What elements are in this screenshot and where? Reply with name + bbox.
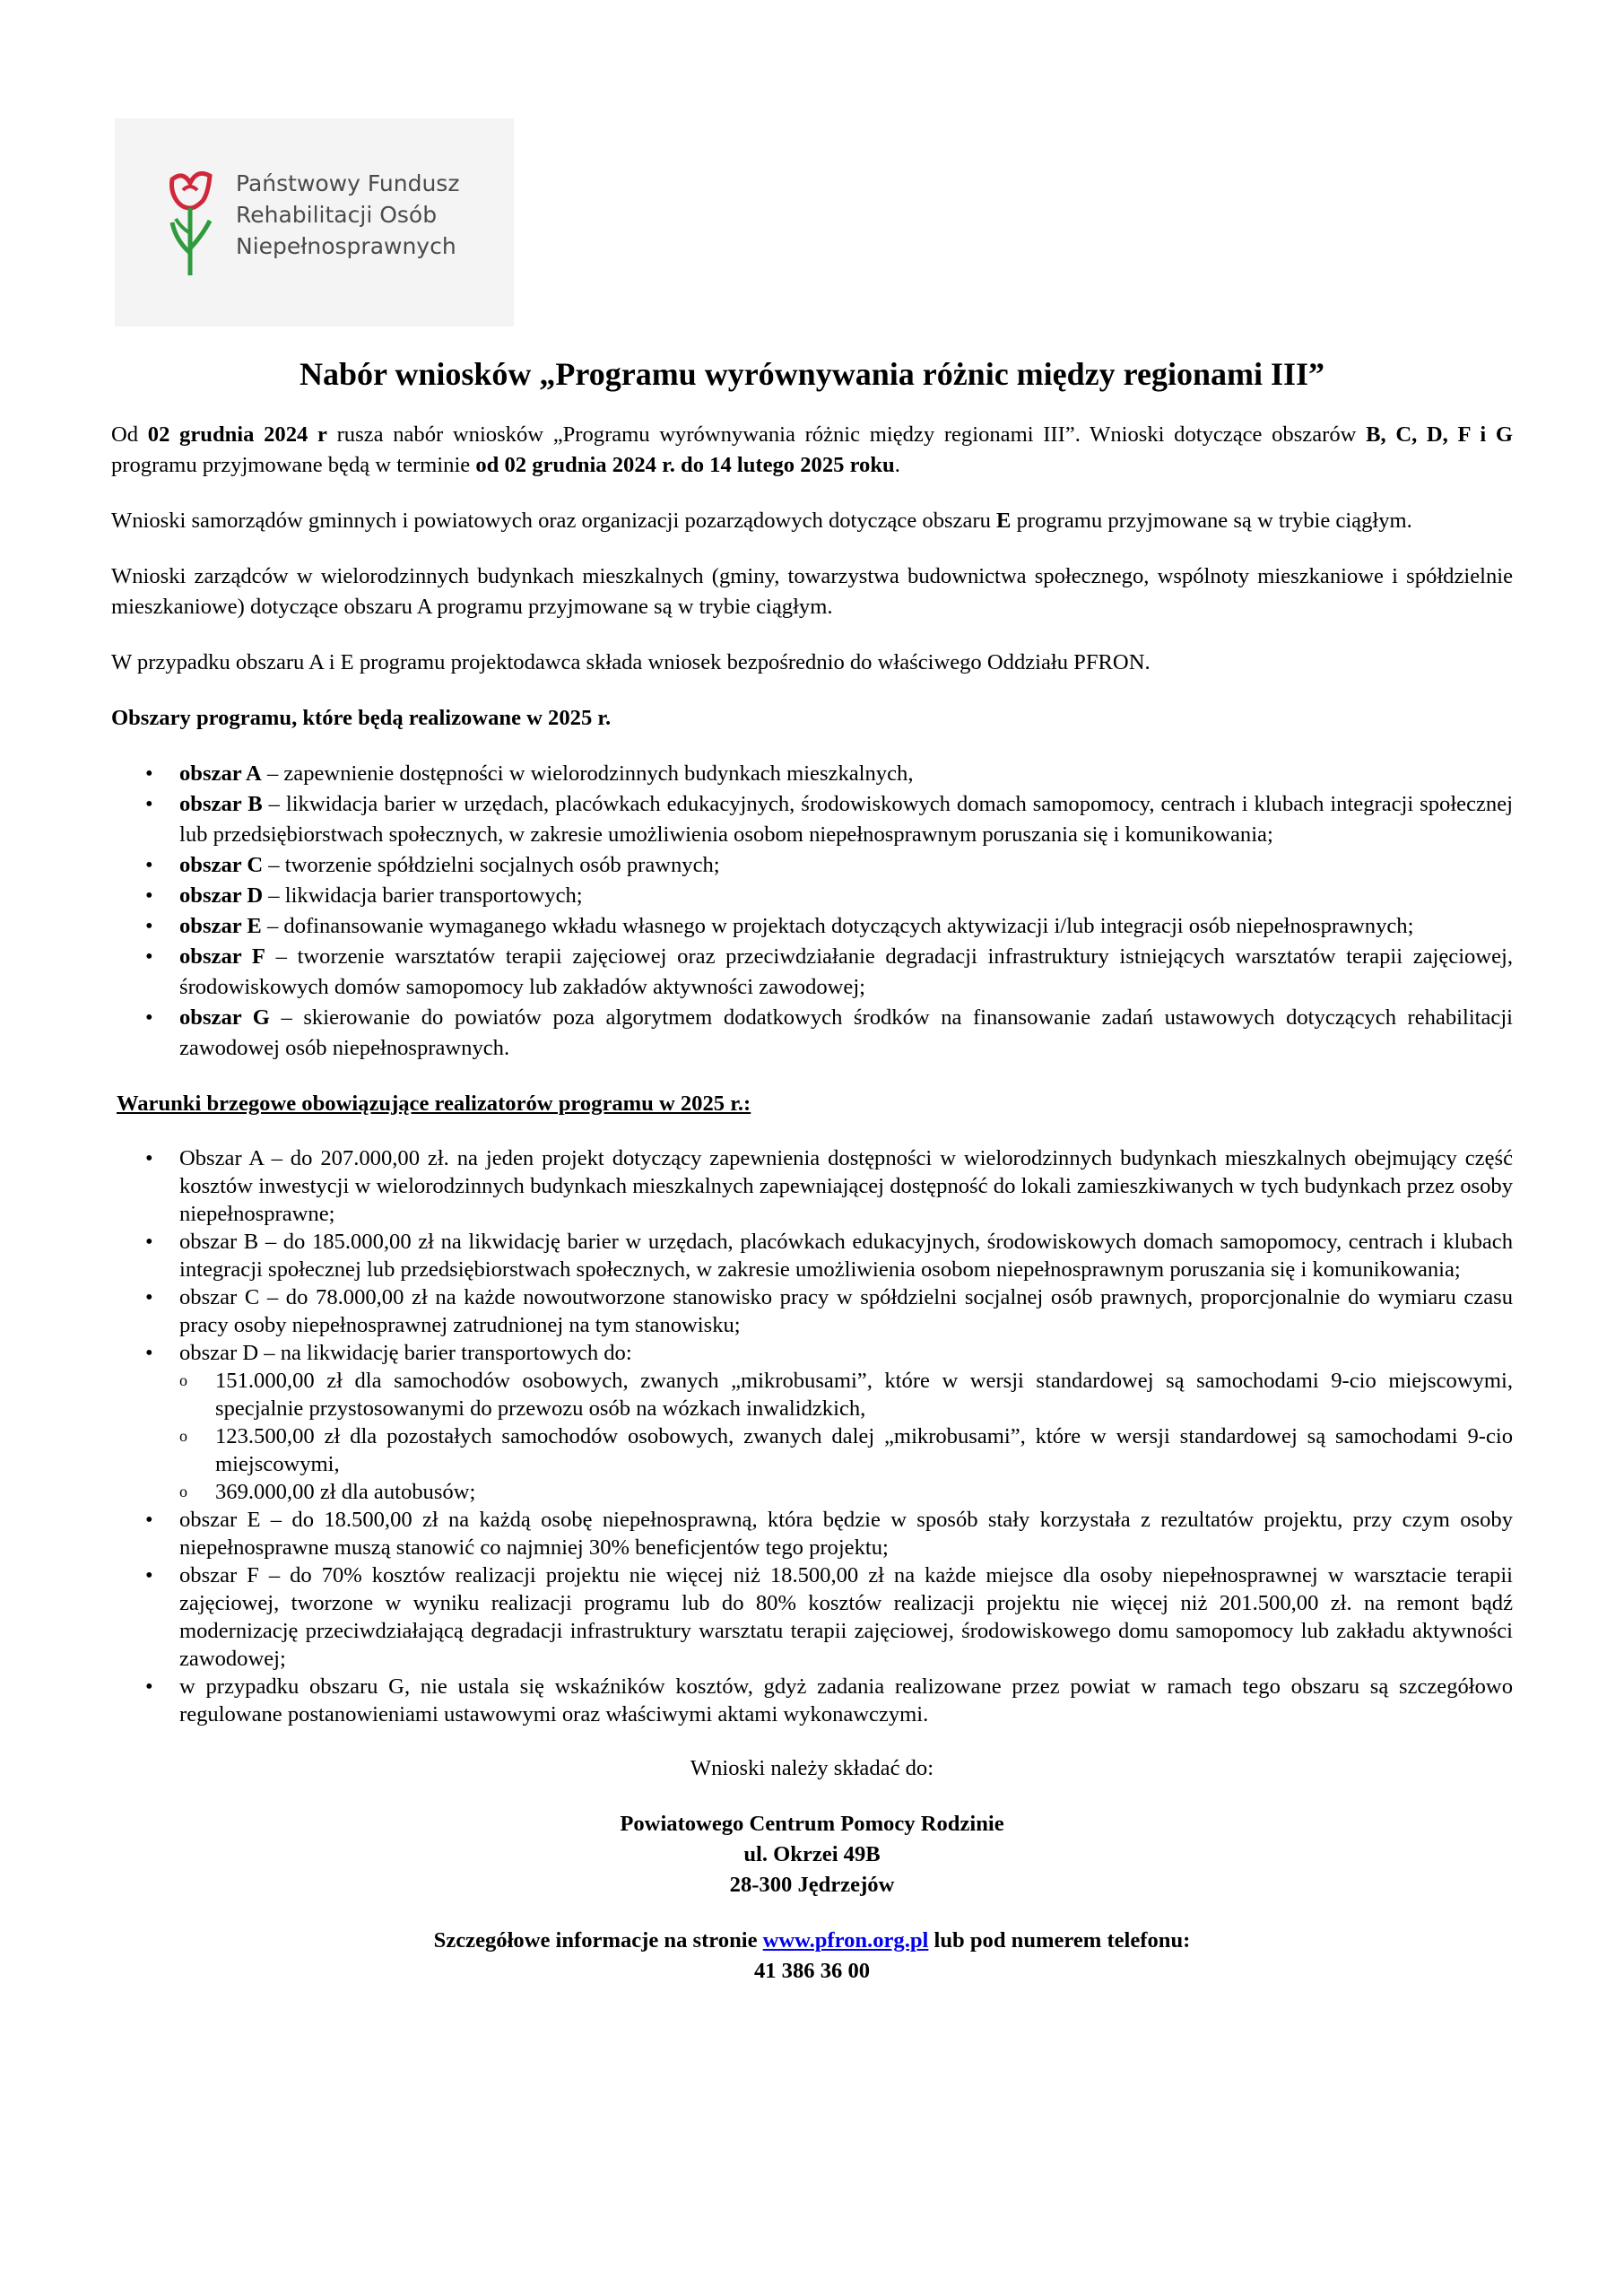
area-a-paragraph: Wnioski zarządców w wielorodzinnych budynkach mieszkalnych (gminy, towarzystwa budownictwa społecznego, wspólnoty mieszkaniowe i spółdzielnie mieszkaniowe) dotyczące obszaru A programu przyjmowane są w trybie ciągłym. xyxy=(111,564,1513,619)
pfron-website-link[interactable]: www.pfron.org.pl xyxy=(762,1928,929,1952)
tulip-logo-icon xyxy=(163,163,226,280)
address-line-3: 28-300 Jędrzejów xyxy=(729,1873,895,1897)
circle-bullet-icon: o xyxy=(179,1371,187,1389)
bullet-icon: • xyxy=(145,914,153,938)
list-item: • obszar F – do 70% kosztów realizacji projektu nie więcej niż 18.500,00 zł na każde miejsce dla osoby niepełnosprawnej w warsztacie terapii zajęciowej, tworzone w wyniku realizacji programu lub do 80% kosztów realizacji projektu nie więcej niż 201.500,00 zł. na remont bądź modernizację przeciwdziałającą degradacji infrastruktury warsztatu terapii zajęciowej, środowiskowego domu samopomocy lub zakładu aktywności zawodowej; xyxy=(145,1563,1513,1671)
address-line-2: ul. Okrzei 49B xyxy=(743,1842,881,1866)
phone-number: 41 386 36 00 xyxy=(753,1959,871,1983)
logo-text xyxy=(236,168,459,262)
submit-to-text: Wnioski należy składać do: xyxy=(690,1756,934,1780)
list-item: • obszar F – tworzenie warsztatów terapii zajęciowej oraz przeciwdziałanie degradacji infrastruktury istniejących warsztatów terapii zajęciowej, środowiskowych domów samopomocy lub zakładów aktywności zawodowej; xyxy=(111,942,1513,1003)
bullet-icon: • xyxy=(145,1285,153,1309)
bullet-icon: • xyxy=(145,1563,153,1587)
list-item: • obszar E – do 18.500,00 zł na każdą osobę niepełnosprawną, która będzie w sposób stały korzystała z rezultatów projektu, przy czym osoby niepełnosprawne muszą stanowić co najmniej 30% beneficjentów tego projektu; xyxy=(145,1508,1513,1560)
address-line-1: Powiatowego Centrum Pomocy Rodzinie xyxy=(620,1812,1004,1836)
list-item: • obszar C – do 78.000,00 zł na każde nowoutworzone stanowisko pracy w spółdzielni socjalnej osób prawnych, proporcjonalnie do wymiaru czasu pracy osoby niepełnosprawnej zatrudnionej na tym stanowisku; xyxy=(145,1285,1513,1337)
intro-paragraph: Od 02 grudnia 2024 r rusza nabór wniosków „Programu wyrównywania różnic między regionami III”. Wnioski dotyczące obszarów B, C, D, F i G programu przyjmowane będą w terminie od 02 grudnia 2024 r. do 14 lutego 2025 roku. xyxy=(111,422,1513,477)
bullet-icon: • xyxy=(145,1146,153,1170)
bullet-icon: • xyxy=(145,944,153,969)
list-item: • obszar A – zapewnienie dostępności w wielorodzinnych budynkach mieszkalnych, xyxy=(111,759,1513,789)
list-item: • obszar E – dofinansowanie wymaganego wkładu własnego w projektach dotyczących aktywizacji i/lub integracji osób niepełnosprawnych; xyxy=(111,911,1513,942)
bullet-icon: • xyxy=(145,761,153,786)
list-item: • obszar G – skierowanie do powiatów poza algorytmem dodatkowych środków na finansowanie zadań ustawowych dotyczących rehabilitacji zawodowej osób niepełnosprawnych. xyxy=(111,1003,1513,1064)
list-item: • obszar C – tworzenie spółdzielni socjalnych osób prawnych; xyxy=(111,850,1513,881)
bullet-icon: • xyxy=(145,1674,153,1699)
bullet-icon: • xyxy=(145,1005,153,1030)
sub-list-item: o 123.500,00 zł dla pozostałych samochodów osobowych, zwanych dalej „mikrobusami”, które w wersji standardowej są samochodami 9-cio miejscowymi, xyxy=(179,1424,1513,1476)
bullet-icon: • xyxy=(145,883,153,908)
logo-line-1: Państwowy Fundusz xyxy=(236,170,460,196)
area-e-paragraph: Wnioski samorządów gminnych i powiatowych oraz organizacji pozarządowych dotyczące obszaru E programu przyjmowane są w trybie ciągłym. xyxy=(111,509,1412,533)
list-item: • w przypadku obszaru G, nie ustala się wskaźników kosztów, gdyż zadania realizowane przez powiat w ramach tego obszaru są szczegółowo regulowane postanowieniami ustawowymi oraz właściwymi aktami wykonawczymi. xyxy=(145,1674,1513,1726)
area-d-sublist xyxy=(179,1367,1513,1506)
list-item: • obszar B – likwidacja barier w urzędach, placówkach edukacyjnych, środowiskowych domach samopomocy, centrach i klubach integracji społecznej lub przedsiębiorstwach społecznych, w zakresie umożliwienia osobom niepełnosprawnym poruszania się i komunikowania; xyxy=(111,789,1513,850)
areas-list xyxy=(111,759,1513,1064)
list-item: • obszar D – na likwidację barier transportowych do: o 151.000,00 zł dla samochodów osobowych, zwanych „mikrobusami”, które w wersji standardowej są samochodami 9-cio miejscowymi, specjalnie przystosowanymi do przewozu osób na wózkach inwalidzkich, o 123.500,00 zł dla pozostałych samochodów osobowych, zwanych dalej „mikrobusami”, które w wersji standardowej są samochodami 9-cio miejscowymi, o 369.000,00 zł dla autobusów; xyxy=(145,1341,1513,1504)
sub-list-item: o 151.000,00 zł dla samochodów osobowych, zwanych „mikrobusami”, które w wersji standardowej są samochodami 9-cio miejscowymi, specjalnie przystosowanymi do przewozu osób na wózkach inwalidzkich, xyxy=(179,1369,1513,1421)
logo-line-2: Rehabilitacji Osób xyxy=(236,202,438,228)
bullet-icon: • xyxy=(145,792,153,816)
info-line: Szczegółowe informacje na stronie www.pfron.org.pl lub pod numerem telefonu: xyxy=(433,1928,1191,1952)
logo-line-3: Niepełnosprawnych xyxy=(236,233,456,259)
page-title: Nabór wniosków „Programu wyrównywania różnic między regionami III” xyxy=(300,356,1324,392)
list-item: • obszar B – do 185.000,00 zł na likwidację barier w urzędach, placówkach edukacyjnych, środowiskowych domach samopomocy, centrach i klubach integracji społecznej lub przedsiębiorstwach społecznych, w zakresie umożliwienia osobom niepełnosprawnym poruszania się i komunikowania; xyxy=(145,1230,1513,1282)
pfron-logo xyxy=(115,118,514,326)
conditions-heading: Warunki brzegowe obowiązujące realizatorów programu w 2025 r.: xyxy=(117,1091,751,1116)
bullet-icon: • xyxy=(145,853,153,877)
bullet-icon: • xyxy=(145,1341,153,1365)
circle-bullet-icon: o xyxy=(179,1483,187,1500)
pfron-branch-paragraph: W przypadku obszaru A i E programu projektodawca składa wniosek bezpośrednio do właściwego Oddziału PFRON. xyxy=(111,650,1151,674)
list-item: • Obszar A – do 207.000,00 zł. na jeden projekt dotyczący zapewnienia dostępności w wielorodzinnych budynkach mieszkalnych obejmujący część kosztów inwestycji w wielorodzinnych budynkach mieszkalnych zapewniającej dostępność do lokali zamieszkiwanych w tych budynkach przez osoby niepełnosprawne; xyxy=(145,1146,1513,1226)
sub-list-item: o 369.000,00 zł dla autobusów; xyxy=(179,1480,476,1504)
bullet-icon: • xyxy=(145,1508,153,1532)
circle-bullet-icon: o xyxy=(179,1427,187,1445)
conditions-list xyxy=(111,1144,1513,1728)
document-body xyxy=(111,420,1513,1987)
list-item: • obszar D – likwidacja barier transportowych; xyxy=(111,881,1513,911)
areas-heading: Obszary programu, które będą realizowane w 2025 r. xyxy=(111,706,612,730)
bullet-icon: • xyxy=(145,1230,153,1254)
